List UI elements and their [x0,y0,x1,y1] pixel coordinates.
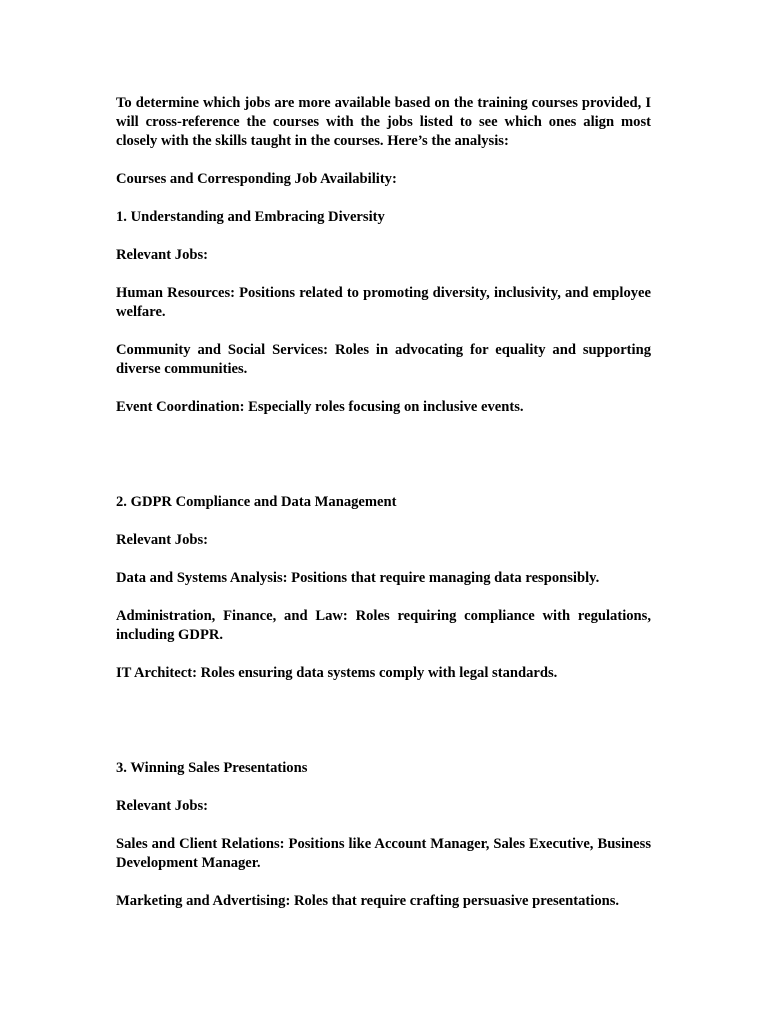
course-title: 3. Winning Sales Presentations [116,760,308,776]
job-paragraph: Marketing and Advertising: Roles that require crafting persuasive presentations. [116,893,620,909]
course-title: 2. GDPR Compliance and Data Management [116,494,397,510]
section-spacer [116,702,651,759]
job-paragraph: Human Resources: Positions related to promoting diversity, inclusivity, and employee welfare. [116,285,651,320]
section-heading: Courses and Corresponding Job Availability: [116,171,397,187]
job-paragraph: Administration, Finance, and Law: Roles requiring compliance with regulations, including GDPR. [116,608,651,643]
job-paragraph: Data and Systems Analysis: Positions that require managing data responsibly. [116,570,600,586]
job-paragraph: Community and Social Services: Roles in advocating for equality and supporting diverse communities. [116,342,651,377]
document-page [116,94,651,930]
job-paragraph: Event Coordination: Especially roles focusing on inclusive events. [116,399,524,415]
relevant-jobs-label: Relevant Jobs: [116,247,209,263]
relevant-jobs-label: Relevant Jobs: [116,532,209,548]
intro-paragraph: To determine which jobs are more available based on the training courses provided, I will cross-reference the courses with the jobs listed to see which ones align most closely with the skills taught in the courses. Here’s the analysis: [116,95,651,149]
section-spacer [116,436,651,493]
job-paragraph: IT Architect: Roles ensuring data systems comply with legal standards. [116,665,558,681]
course-title: 1. Understanding and Embracing Diversity [116,209,385,225]
relevant-jobs-label: Relevant Jobs: [116,798,209,814]
job-paragraph: Sales and Client Relations: Positions like Account Manager, Sales Executive, Business Development Manager. [116,836,651,871]
